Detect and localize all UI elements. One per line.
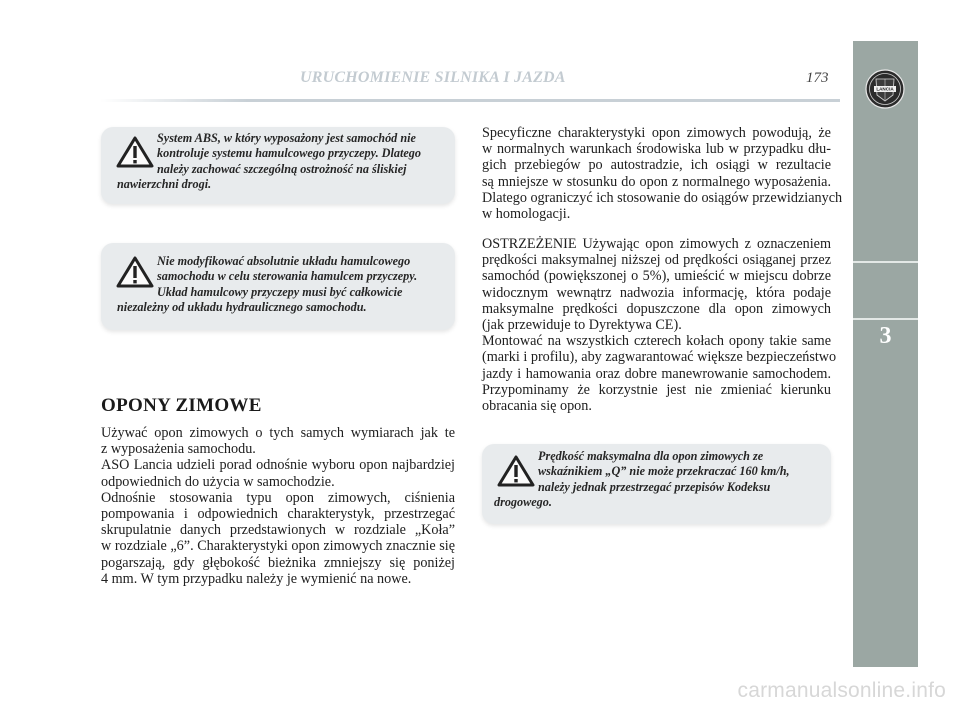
- warning-line: niezależny od układu hydraulicznego samochodu.: [117, 300, 367, 315]
- lancia-logo: [865, 69, 905, 109]
- text-line: Używać opon zimowych o tych samych wymiarach jak te: [101, 425, 455, 441]
- text-line: skrupulatnie danych przedstawionych w rozdziale „Koła”: [101, 522, 455, 539]
- text-line: maksymalne prędkości dopuszczone dla opon zimowych: [482, 300, 831, 317]
- watermark: carmanualsonline.info: [737, 679, 946, 702]
- text-line: OSTRZEŻENIE Używając opon zimowych z oznaczeniem: [482, 236, 831, 252]
- warning-text-abs: [117, 131, 421, 193]
- sidebar-divider-bottom: [853, 318, 918, 320]
- warning-line: należy zachować szczególną ostrożność na śliskiej: [157, 161, 407, 176]
- text-line: obracania się opon.: [482, 398, 592, 415]
- warning-line: Prędkość maksymalna dla opon zimowych ze: [538, 449, 764, 463]
- warning-line: wskaźnikiem „Q” nie może przekraczać 160 km/h,: [538, 464, 790, 479]
- sidebar-divider-top: [853, 261, 918, 263]
- text-line: w homologacji.: [482, 206, 571, 223]
- page-number: 173: [806, 70, 829, 86]
- warning-line: Nie modyfikować absolutnie układu hamulcowego: [157, 254, 411, 268]
- warning-line: System ABS, w który wyposażony jest samochód nie: [157, 131, 416, 145]
- logo-text: LANCIA: [876, 86, 894, 92]
- winter-tyre-characteristics-paragraph: [482, 125, 843, 223]
- warning-line: nawierzchni drogi.: [117, 177, 212, 192]
- chapter-sidebar: [853, 41, 918, 667]
- text-line: (jak przewiduje to Dyrektywa CE).: [482, 317, 682, 334]
- running-header: URUCHOMIENIE SILNIKA I JAZDA: [300, 69, 566, 86]
- text-line: gich przebiegów po autostradzie, ich osiągi w rezultacie: [482, 157, 831, 174]
- section-heading: OPONY ZIMOWE: [101, 395, 262, 416]
- text-line: odpowiednich do użycia w samochodzie.: [101, 473, 335, 490]
- winter-tyres-paragraph: [101, 425, 455, 587]
- text-line: są mniejsze w stosunku do opon z normalnego wyposażenia.: [482, 173, 831, 190]
- text-line: 4 mm. W tym przypadku należy je wymienić na nowe.: [101, 570, 412, 587]
- text-line: z wyposażenia samochodu.: [101, 441, 256, 458]
- text-line: Dlatego ograniczyć ich stosowanie do osiągów przewidzianych: [482, 189, 843, 206]
- warning-line: kontroluje systemu hamulcowego przyczepy. Dlatego: [157, 146, 421, 161]
- text-line: Przypominamy że korzystnie jest nie zmieniać kierunku: [482, 381, 831, 398]
- text-line: Specyficzne charakterystyki opon zimowych powodują, że: [482, 125, 831, 141]
- text-line: pompowania i odpowiednich charakterystyk, przestrzegać: [101, 506, 455, 523]
- warning-line: Układ hamulcowy przyczepy musi być całkowicie: [157, 284, 403, 299]
- text-line: samochód (powiększonej o 5%), umieścić w miejscu dobrze: [482, 268, 831, 285]
- text-line: w rozdziale „6”. Charakterystyki opon zimowych znacznie się: [101, 538, 455, 555]
- warning-line: należy jednak przestrzegać przepisów Kodeksu: [538, 479, 771, 494]
- header-rule: [100, 99, 840, 102]
- text-line: ASO Lancia udzieli porad odnośnie wyboru opon najbardziej: [101, 457, 455, 474]
- warning-line: drogowego.: [494, 495, 552, 510]
- text-line: w normalnych warunkach środowiska lub w przypadku dłu-: [482, 141, 831, 158]
- chapter-number: 3: [879, 323, 892, 349]
- text-line: (marki i profilu), aby zagwarantować większe bezpieczeństwo: [482, 349, 837, 366]
- text-line: Odnośnie stosowania typu opon zimowych, ciśnienia: [101, 489, 455, 506]
- warning-line: samochodu w celu sterowania hamulcem przyczepy.: [157, 269, 418, 284]
- warning-box-abs: [101, 127, 455, 204]
- text-line: prędkości maksymalnej niższej od prędkości osiąganej przez: [482, 252, 831, 269]
- text-line: widocznym wewnątrz nadwozia informację, która podaje: [482, 284, 831, 301]
- text-line: Montować na wszystkich czterech kołach opony takie same: [482, 333, 831, 350]
- warning-box-brakes: [101, 243, 455, 330]
- text-line: jazdy i hamowania oraz dobre manewrowanie samochodem.: [482, 365, 831, 382]
- warning-text-brakes: [117, 254, 417, 316]
- winter-tyre-warning-paragraph: [482, 236, 837, 415]
- warning-box-speed: [482, 444, 831, 524]
- text-line: pogarszają, gdy głębokość bieżnika zmniejszy się poniżej: [101, 554, 455, 571]
- warning-text-speed: [494, 449, 790, 511]
